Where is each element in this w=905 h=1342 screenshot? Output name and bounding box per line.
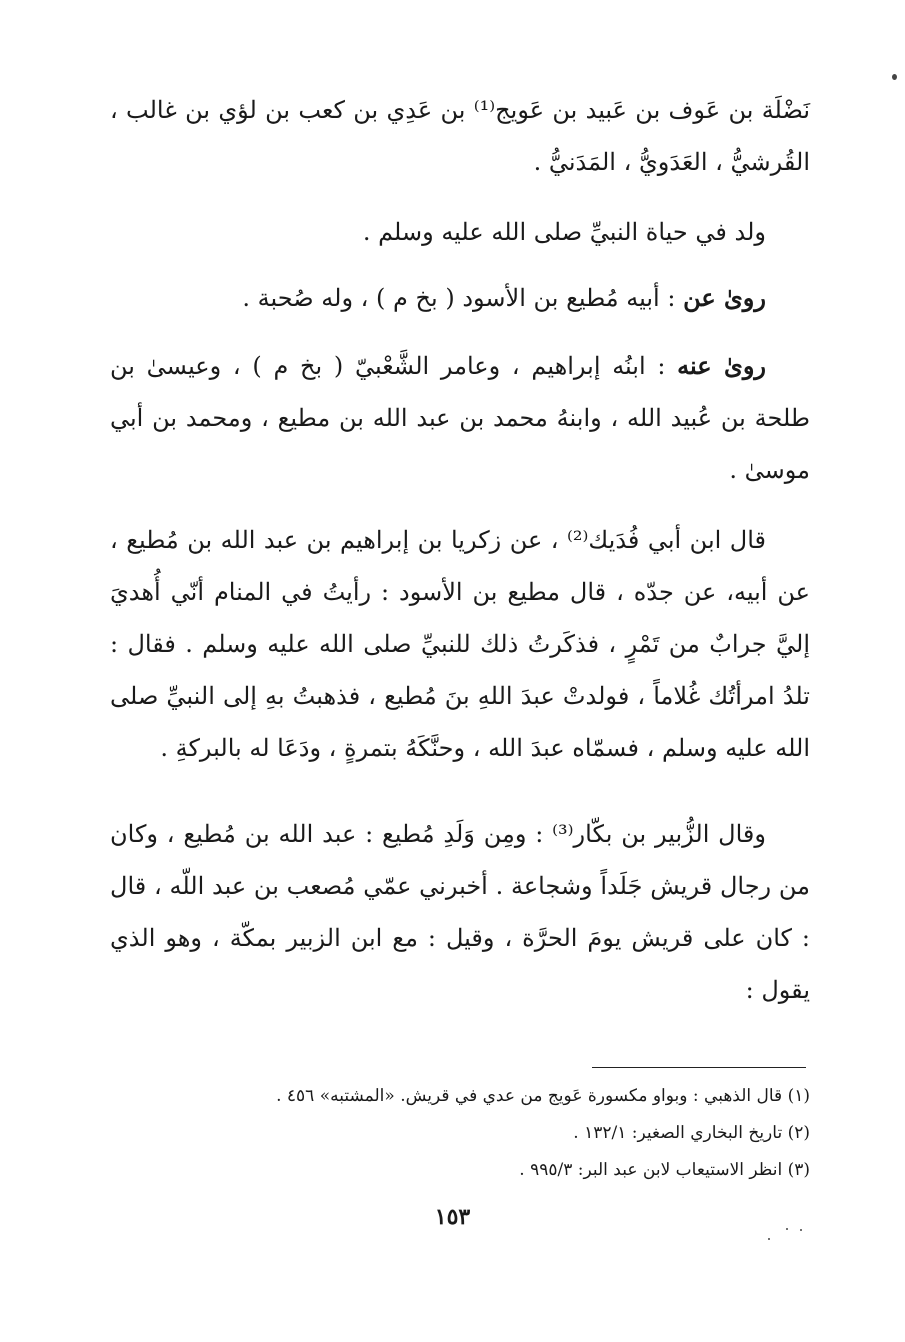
narrated-by-text: : ابنُه إبراهيم ، وعامر الشَّعْبيّ ( بخ م ) ، وعيسىٰ بن طلحة بن عُبيد الله ، وابنهُ محمد بن عبد الله بن مطيع ، ومحمد بن أبي موسىٰ . xyxy=(110,352,810,484)
scan-speck xyxy=(768,1238,770,1240)
scan-speck xyxy=(786,1228,788,1230)
paragraph-dream-story xyxy=(110,514,810,774)
page-number: ١٥٣ xyxy=(434,1204,471,1230)
footnote-separator xyxy=(592,1067,806,1068)
footnotes xyxy=(190,1078,810,1189)
zubayr-text: وقال الزُّبير بن بكّار⁽³⁾ : ومِن وَلَدِ مُطيع : عبد الله بن مُطيع ، وكان من رجال قريش جَلَداً وشجاعة . أخبرني عمّي مُصعب بن عبد اللّه ، قال : كان على قريش يومَ الحرَّة ، وقيل : مع ابن الزبير بمكّة ، وهو الذي يقول : xyxy=(110,820,810,1004)
footnote-2: (٢) تاريخ البخاري الصغير: ١٣٢/١ . xyxy=(573,1123,810,1143)
narrated-from-label: روىٰ عن xyxy=(683,283,766,312)
scan-speck xyxy=(892,74,897,80)
scan-speck xyxy=(800,1229,802,1231)
paragraph-narrated-by xyxy=(110,340,810,496)
paragraph-zubayr xyxy=(110,808,810,1016)
paragraph-narrated-from xyxy=(110,272,810,324)
lineage-text: نَضْلَة بن عَوف بن عَبيد بن عَويج⁽¹⁾ بن عَدِي بن كعب بن لؤي بن غالب ، القُرشيُّ ، العَدَويُّ ، المَدَنيُّ . xyxy=(110,96,810,176)
footnote-3: (٣) انظر الاستيعاب لابن عبد البر: ٩٩٥/٣ . xyxy=(519,1160,810,1180)
footnote-1: (١) قال الذهبي : وبواو مكسورة عَويج من عدي في قريش. «المشتبه» ٤٥٦ . xyxy=(276,1086,810,1106)
narrated-from-text: : أبيه مُطيع بن الأسود ( بخ م ) ، وله صُحبة . xyxy=(242,284,676,312)
paragraph-lineage xyxy=(110,84,810,188)
birth-text: ولد في حياة النبيِّ صلى الله عليه وسلم . xyxy=(362,218,766,246)
dream-story-text: قال ابن أبي فُدَيك⁽²⁾ ، عن زكريا بن إبراهيم بن عبد الله بن مُطيع ، عن أبيه، عن جدّه ، قال مطيع بن الأسود : رأيتُ في المنام أنّي أُهديَ إليَّ جرابٌ من تَمْرٍ ، فذكَرتُ ذلك للنبيِّ صلى الله عليه وسلم . فقال : تلدُ امرأتُك غُلاماً ، فولدتْ عبدَ اللهِ بنَ مُطيع ، فذهبتُ بهِ إلى النبيِّ صلى الله عليه وسلم ، فسمّاه عبدَ الله ، وحنَّكَهُ بتمرةٍ ، ودَعَا له بالبركةِ . xyxy=(110,526,810,762)
paragraph-birth xyxy=(110,206,810,258)
narrated-by-label: روىٰ عنه xyxy=(677,351,766,380)
